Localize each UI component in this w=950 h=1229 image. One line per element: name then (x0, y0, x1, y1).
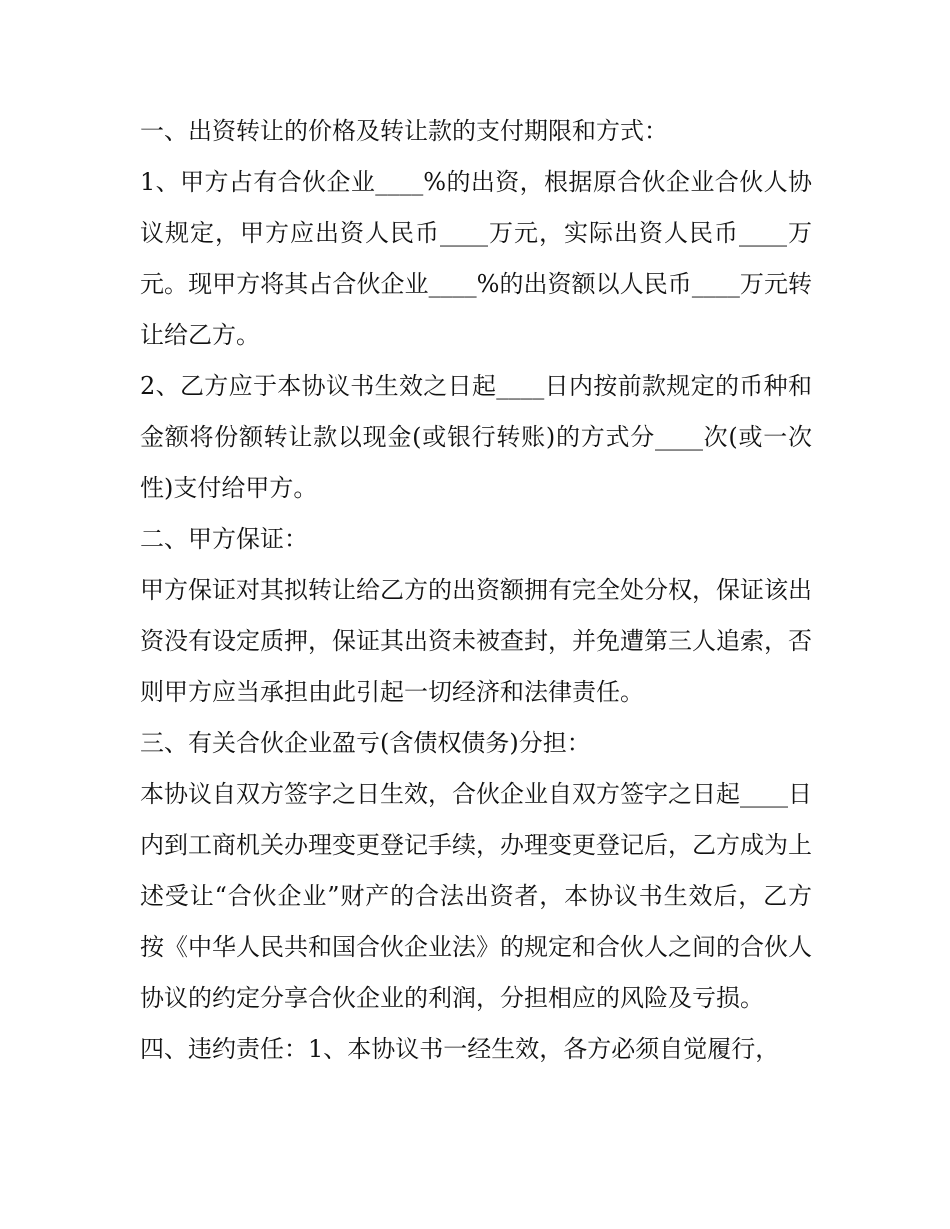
party-a-guarantee-text: 甲方保证对其拟转让给乙方的出资额拥有完全处分权，保证该出资没有设定质押，保证其出资未被查封，并免遭第三人追索，否则甲方应当承担由此引起一切经济和法律责任。 (140, 576, 812, 706)
document-body (140, 106, 812, 1075)
section-heading-price-payment: 一、出资转让的价格及转让款的支付期限和方式： (140, 117, 668, 145)
clause-1-share-transfer: 1、甲方占有合伙企业____%的出资，根据原合伙企业合伙人协议规定，甲方应出资人民币____万元，实际出资人民币____万元。现甲方将其占合伙企业____%的出资额以人民币____万元转让给乙方。 (140, 168, 812, 349)
profit-loss-text: 本协议自双方签字之日生效，合伙企业自双方签字之日起____日内到工商机关办理变更登记手续，办理变更登记后，乙方成为上述受让“合伙企业”财产的合法出资者，本协议书生效后，乙方按《中华人民共和国合伙企业法》的规定和合伙人之间的合伙人协议的约定分享合伙企业的利润，分担相应的风险及亏损。 (140, 780, 812, 1012)
clause-2-payment-terms: 2、乙方应于本协议书生效之日起____日内按前款规定的币种和金额将份额转让款以现金(或银行转账)的方式分____次(或一次性)支付给甲方。 (140, 372, 812, 502)
section-heading-party-a-guarantee: 二、甲方保证： (140, 525, 308, 553)
section-heading-profit-loss: 三、有关合伙企业盈亏(含债权债务)分担： (140, 729, 591, 757)
section-heading-breach-liability: 四、违约责任：1、本协议书一经生效，各方必须自觉履行， (140, 1035, 780, 1063)
